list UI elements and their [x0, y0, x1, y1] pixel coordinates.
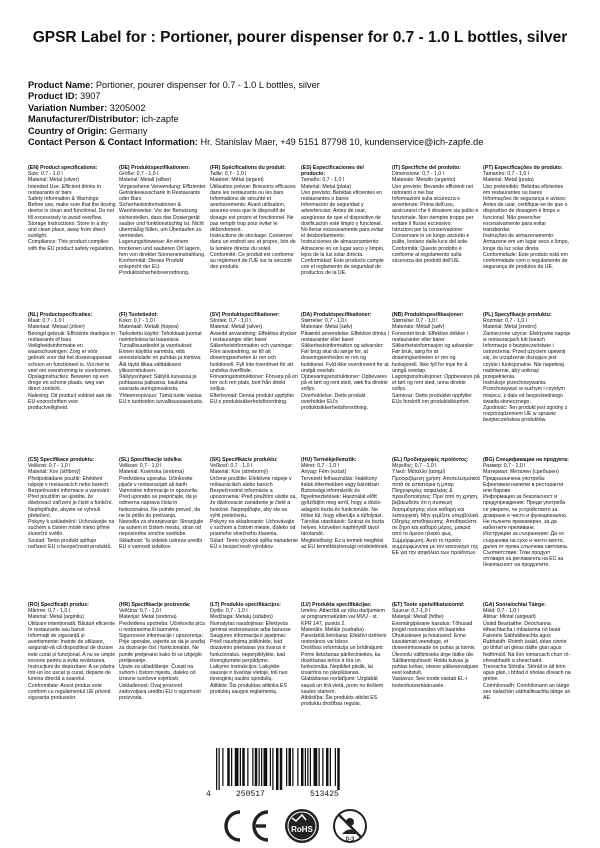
specification-line: Mărime: 0,7 - 1,0 l	[28, 608, 70, 615]
specification-line: Προοριζόμενη χρήση: Αποτελεσματικά ποτά σε εστιατόρια ή μπαρ	[392, 475, 480, 488]
specification-line: Tamaño: 0,7 - 1,0 l	[301, 177, 344, 184]
specification-line: Intended Use: Efficient drinks in restaurants or bars	[28, 183, 101, 196]
barcode-bar	[310, 748, 311, 786]
specification-line: Съответствие: Този продукт отговаря на регламента на ЕС за безопасност на продуктите.	[483, 550, 564, 569]
barcode-bar	[297, 748, 298, 786]
specification-heading: (EN) Product specifications:	[28, 165, 98, 171]
barcode-bar	[314, 748, 318, 786]
specification-line: Ábhar: Miotal (airgead)	[483, 614, 536, 621]
barcode-bar	[272, 748, 273, 790]
compliance-logos	[0, 806, 600, 846]
barcode-bar	[264, 748, 268, 786]
specification-block	[28, 457, 116, 597]
barcode-bar	[330, 748, 331, 786]
specification-line: Úsáid Beartaithe: Deochanna éifeachtacha i mbialanna nó beáir	[483, 620, 561, 633]
barcode-bar	[216, 748, 217, 790]
age-label: 0-3	[345, 837, 355, 843]
specification-line: Drošības informācija un brīdinājumi: Pirms lietošanas pārliecinieties, ka dozēšanas ierīce ir tīra un funkcionāla. Nepildiet pārāk, lai izvairītos no pārplūšanas.	[301, 645, 384, 677]
specification-line: Předpokládané použití: Efektivní nápoje v restauracích nebo barech	[28, 475, 108, 488]
specification-line: Méid: 0,7 - 1,0 l	[483, 608, 519, 615]
specification-line: Lagerungshinweise: An einem trockenen und sauberen Ort lagern, fern von direkter Sonneneinstrahlung.	[119, 239, 206, 258]
barcode-bar	[231, 748, 232, 786]
barcode-bar	[219, 748, 220, 790]
specification-line: Treoracha Stórála: Stóráil in áit tirim agus glan, i bhfad ó sholas díreach na gréine.	[483, 664, 571, 683]
specification-block	[119, 457, 207, 597]
barcode-bar	[270, 748, 271, 786]
specification-line: Informações de segurança e avisos: Antes de usar, certifique-se de que o dispositivo de dosagem é limpo e funcional. Não preencher excessivamente para evitar transbordar.	[483, 196, 568, 234]
ce-mark-icon	[226, 812, 268, 840]
specification-line: Sigurnosne informacije i upozorenja: Prije uporabe, uvjerite se da je uređaj za doziranje čist i funkcionalan. Ne punite pretjerano kako bi se izbjeglo prelijevanje.	[119, 633, 205, 664]
specification-line: Navodila za shranjevanje: Shranjujte na suhem in čistem mestu, stran od neposredne sončne svetlobe.	[119, 519, 204, 538]
specification-block	[392, 457, 480, 597]
barcode-group-1: 250517	[236, 790, 265, 799]
specification-heading: (EL) Προδιαγραφές προϊόντος:	[392, 457, 469, 463]
barcode-bar	[252, 748, 253, 786]
specification-heading: (GA) Sonraíochtaí Táirge:	[483, 602, 546, 608]
specification-line: Compliance: This product complies with the EU product safety regulation.	[28, 239, 115, 252]
info-manufacturer: Manufacturer/Distributor: ich-zapfe	[28, 114, 179, 125]
specification-line: Informazioni sulla sicurezza e avvertenze: Prima dell'uso, assicurarsi che il dosatore sia pulito e funzionale. Non riempire troppo per evitare il flusso eccessivo.	[392, 196, 479, 227]
specification-heading: (SK) Špecifikácie produktu:	[210, 457, 278, 463]
specification-line: Predviđena upotreba: Učinkovita pića u restoranima ili barovima	[119, 620, 205, 633]
specification-block	[210, 457, 298, 597]
specification-line: Storage Instructions: Store in a dry and clean place, away from direct sunlight.	[28, 220, 108, 240]
barcode-bar	[247, 748, 248, 786]
specification-heading: (DA) Produktspecifikationer:	[301, 312, 372, 318]
specification-line: Conformité: Ce produit est conforme au règlement de l'UE sur la sécurité des produits.	[210, 251, 294, 271]
specification-line: Material: Metal (plata)	[301, 183, 352, 190]
specification-row	[28, 457, 572, 597]
specification-line: Megfelelőség: Ez a termék megfelel az EU termékbiztonsági rendeletének.	[301, 537, 389, 550]
barcode-bar	[326, 748, 329, 786]
specification-line: Opslaginstructies: Bewaren op een droge en schone plaats, weg van direct zonlicht.	[28, 374, 109, 393]
specification-line: Sikkerhetsinformasjon og advarsler: Før bruk, sørg for at doseringsenheten er ren og funksjonell. Ikke fyll for mye for å unngå overløp.	[392, 343, 475, 374]
age-warning-icon	[334, 810, 366, 843]
specification-line: Säkerhetsinformation och varningar: Före användning, se till att doseringsenheten är ren och funktionell. Fyll inte överdrivet för att undvika överflöde.	[210, 343, 294, 374]
specification-heading: (NB) Produktspesifikasjoner:	[392, 312, 464, 318]
specification-line: Tarkoitettu käyttö: Tehokkaat juomat ravintoloissa tai baareissa	[119, 330, 202, 343]
barcode-bar	[289, 748, 292, 786]
specification-line: Suurus: 0,7-1,0 l	[392, 608, 431, 615]
specification-block	[483, 602, 571, 742]
barcode-bar	[305, 748, 306, 786]
specification-line: Materiál: Kov (strieborný)	[210, 469, 268, 476]
specification-line: Velikost: 0,7 - 1,0 l	[28, 463, 71, 470]
specification-line: Usklađenost: Ovaj proizvod zadovoljava uredbu EU o sigurnosti proizvoda.	[119, 682, 201, 702]
specification-block	[483, 312, 571, 452]
specification-line: Förvaringsinstruktioner: Förvara på en torr och ren plats, bort från direkt solljus.	[210, 374, 298, 393]
specification-line: Größe: 0,7 - 1,0 l	[119, 171, 159, 178]
rohs-badge-icon	[285, 809, 319, 843]
specification-line: Veľkosť: 0,7 - 1,0 l	[210, 463, 253, 470]
specification-line: Určené použitie: Efektívne nápoje v reštauráciách alebo baroch	[210, 475, 292, 488]
specification-block	[392, 312, 480, 452]
barcode-bar	[286, 748, 287, 786]
specification-line: Turvallisuustiedot ja varoitukset: Ennen käyttöä varmista, että annostelulaite on puhdas ja toimiva. Älä täytä liikaa välttääksesi ylikuormituksen.	[119, 343, 202, 374]
specification-block	[483, 457, 571, 597]
specification-line: Instruções de armazenamento: Armazene em um lugar seco e limpo, longe da luz solar direta.	[483, 233, 569, 252]
specification-heading: (PL) Specyfikacje produktu:	[483, 312, 552, 318]
specification-line: Materiale: Metallo (argento)	[392, 177, 456, 184]
specification-line: Varnostne informacije in opozorila: Pred uporabo se prepričajte, da je odmerna naprava čista in funkcionalna. Ne polnite preveč, da ne bi prišlo do prelivanja.	[119, 488, 201, 519]
specification-line: Material: Metal (argintiu)	[28, 614, 84, 621]
specification-line: Pokyny na skladovanie: Uchovávajte v suchom a čistom mieste, ďaleko od priameho slnečného žiarenia.	[210, 519, 296, 538]
product-info	[28, 80, 580, 148]
specification-block	[301, 602, 389, 742]
rohs-label: RoHS	[291, 825, 313, 834]
specification-line: Konformität: Dieses Produkt entspricht der EU-Produktsicherheitsverordnung.	[119, 258, 190, 277]
specification-line: Conformitate: Acest produs este conform cu regulamentul UE privind siguranța produselor.	[28, 682, 111, 702]
specification-line: Bezpečnostní informace a varování: Před použitím se ujistěte, že dávkovací zařízení je čisté a funkční. Nepřeplňujte, abyste se vyhnuli přetečení.	[28, 488, 113, 519]
barcode-bar	[337, 748, 340, 790]
specification-line: Sikkerhedsinformation og advarsler: Før brug skal du sørge for, at doseringsenheden er ren og funktionel. Fyld ikke overdrevent for at undgå overløb.	[301, 343, 389, 374]
barcode-numbers	[206, 790, 376, 800]
specification-line: Conformidade: Este produto está em conformidade com o regulamento de segurança de produtos da UE.	[483, 251, 568, 271]
specification-line: Vastavus: See toode vastab EL-i tooteohutusmäärusele.	[392, 676, 467, 689]
specification-line: Medžiaga: Metalų (sidabro)	[210, 614, 273, 621]
specification-line: Izmērs: Attiecībā uz rūku darījumiem ar programmatūrām vai MVU - st. KPR 147, punkts 2.	[301, 608, 385, 627]
specification-heading: (NL) Productspecificaties:	[28, 312, 93, 318]
specification-line: Uso previsto: Bevande efficienti nei ristoranti o nei bar	[392, 183, 473, 196]
specification-line: Upute za skladištenje: Čuvati na suhom i čistom mjestu, daleko od izravne sunčeve svjetlosti.	[119, 664, 196, 683]
specification-line: Sicherheitsinformationen & Warnhinweise: Vor der Benutzung sicherstellen, dass das Dosiergerät sauber und funktionstüchtig ist. Nicht übermäßig füllen, um Überlaufen zu vermeiden.	[119, 202, 204, 240]
specification-line: Størrelse: 0,7 - 1,0 l	[301, 318, 347, 325]
specification-line: Material: Metal (silver)	[28, 177, 80, 184]
specification-line: Instructions de stockage: Conserver dans un endroit sec et propre, loin de la lumière directe du soleil.	[210, 233, 296, 252]
specification-line: Materiāls: Metāls (sudraba)	[301, 626, 364, 633]
specification-line: Υλικό: Μέταλλο (ασημί)	[392, 469, 446, 476]
specification-line: Taille: 0,7 - 1,0 l	[210, 171, 247, 178]
specification-block	[119, 165, 207, 305]
specification-block	[301, 165, 389, 305]
info-variation-number: Variation Number: 3205002	[28, 102, 146, 113]
specification-heading: (SL) Specifikacije izdelka:	[119, 457, 183, 463]
barcode-bar	[292, 748, 293, 786]
barcode-bar	[301, 748, 304, 786]
specification-line: Material: Metall (silver)	[210, 324, 263, 331]
specification-line: Forventet bruk: Effektive drikker i restauranter eller barer	[392, 330, 468, 343]
specification-line: Informații de siguranță și avertismente: Înainte de utilizare, asigurați-vă că dispozitivul de dozare este curat și funcțional. A nu se umple excesiv pentru a evita revărsarea.	[28, 633, 116, 664]
barcode	[206, 748, 376, 790]
specification-heading: (LV) Produkta specifikācijas:	[301, 602, 372, 608]
specification-line: Naleving: Dit product voldoet aan de EU-voorschriften voor productveiligheid.	[28, 392, 112, 412]
specification-row	[28, 602, 572, 742]
specification-line: Uso pretendido: Bebidas eficientes em restaurantes ou bares	[483, 183, 564, 196]
specification-line: Maat: 0,7 - 1,0 l	[28, 318, 65, 325]
specification-line: Materiál: Kov (stříbrný)	[28, 469, 81, 476]
specification-block	[483, 165, 571, 305]
specification-heading: (ET) Toote spetsifikatsioonid:	[392, 602, 465, 608]
barcode-bar	[255, 748, 258, 786]
barcode-first-digit: 4	[206, 790, 211, 799]
info-product-id: Product ID: 3907	[28, 91, 101, 102]
specification-line: Bezpečnostné informácie a upozornenia: Pred použitím uistite sa, že dávkovacie zariadenie je čisté a funkčné. Neprepĺňajte, aby ste sa vyhli pretečeniu.	[210, 488, 297, 519]
specification-line: Συμμόρφωση: Αυτό το προϊόν συμμορφώνεται με τον κανονισμό της ΕΕ για την ασφάλεια των προϊόντων.	[392, 537, 479, 557]
specification-block	[28, 602, 116, 742]
specification-line: Utilizare intenționată: Băuturi eficiente în restaurante sau baruri	[28, 620, 116, 633]
specification-line: Materiaal: Metaal (zilver)	[28, 324, 85, 331]
specification-line: Materiale: Metal (sølv)	[301, 324, 353, 331]
specification-row	[28, 312, 572, 452]
specification-line: Säilytysohjeet: Säilytä kuivassa ja puhtaassa paikassa, kaukana suorasta auringonvalosta.	[119, 374, 197, 393]
barcode-bar	[335, 748, 336, 786]
specification-block	[28, 165, 116, 305]
specification-line: Paredzētā lietošana: Efektīvi dzērieni restorānos vai bāros	[301, 633, 387, 646]
specification-line: Инструкции за съхранение: Да се съхранява на сухо и чисто място, далеч от пряка слънчева светлина.	[483, 531, 569, 550]
specification-line: Uso previsto: Bebidas eficientes en restaurantes o bares	[301, 189, 383, 203]
specification-line: Dydis: 0,7 - 1,0 l	[210, 608, 248, 615]
specification-line: Предназначена употреба: Ефективни напитки в ресторанти или барове	[483, 475, 564, 495]
specification-line: Storlek: 0,7 - 1,0 l	[210, 318, 251, 325]
specification-line: Efterlevnad: Denna produkt uppfyller EU:s produktsäkerhetsförordning.	[210, 392, 295, 405]
barcode-bar	[227, 748, 230, 786]
specification-heading: (HU) Termékjellemzők:	[301, 457, 357, 463]
specification-line: Safety Information & Warnings: Before use, make sure that the dosing device is clean and functional. Do not fill excessively to avoid overflow.	[28, 196, 116, 221]
specification-line: Atbilstība: Šis produkts atbilst ES produktu drošības regulai.	[301, 695, 378, 708]
specification-line: Veiligheidsinformatie en waarschuwingen: Zorg er vóór gebruik voor dat het doseerapparaat schoon en functioneel is. Vul niet te veel om overstroming te voorkomen.	[28, 343, 112, 374]
barcode-bar	[259, 748, 260, 786]
specification-line: Pokyny k uskladnění: Uchovávejte na suchém a čistém místě mimo přímé sluneční světlo.	[28, 519, 115, 538]
barcode-bar	[276, 748, 279, 790]
specification-heading: (SV) Produktspecifikationer:	[210, 312, 280, 318]
specification-line: Tamanho: 0,7 - 1,0 l	[483, 171, 529, 178]
specification-line: Zamierzone użycie: Efektywne napoje w restauracjach lub barach	[483, 330, 571, 343]
specification-heading: (RO) Specificații produs:	[28, 602, 89, 608]
specification-line: Samsvar: Dette produktet oppfyller EUs forskrift om produktsikkerhet.	[392, 392, 472, 405]
specification-line: Tervezett felhasználás: Hatékony italok éttermekben vagy bárokban	[301, 475, 379, 488]
barcode-bar	[242, 748, 245, 786]
specification-line: Lagringsinstruksjoner: Oppbevares på et tørt og rent sted, unna direkte sollys.	[392, 374, 480, 393]
specification-heading: (FI) Tuotetiedot:	[119, 312, 159, 318]
specification-line: Instrukcje przechowywania: Przechowywać w suchym i czystym miejscu, z dala od bezpośredniego światła słonecznego.	[483, 380, 565, 405]
barcode-bar	[235, 748, 239, 786]
specification-heading: (ES) Especificaciones del producto:	[301, 165, 364, 178]
specification-line: Skladnost: Ta izdelek ustreza uredbi EU o varnosti izdelkov.	[119, 537, 202, 550]
specification-line: Conformità: Questo prodotto è conforme al regolamento sulla sicurezza dei prodotti dell'UE.	[392, 245, 462, 265]
specification-line: Avsedd användning: Effektiva drycker i restauranger eller barer	[210, 330, 297, 343]
specification-line: Predvidena uporaba: Učinkovite pijače v restavracijah ali barih	[119, 475, 193, 488]
specification-line: Материал: Метален (сребърен)	[483, 469, 559, 476]
specification-line: Laikymo instrukcijos: Laikykite sausoje ir švarioje vietoje, toli nuo tiesioginių saulės spindulių.	[210, 664, 288, 683]
specification-line: Conformidad: Este producto cumple con el reglamento de seguridad de productos de la UE.	[301, 258, 384, 277]
specification-line: Utilisation prévue: Boissons efficaces dans les restaurants ou les bars	[210, 183, 296, 196]
specification-line: Comhlíonadh: Comhlíonann an táirge seo rialachán sábháilteachta táirge an AE.	[483, 682, 571, 702]
info-country-of-origin: Country of Origin: Germany	[28, 125, 148, 136]
barcode-bar	[261, 748, 262, 786]
info-contact: Contact Person & Contact Information: Hr. Stanislav Maer, +49 5151 87798 10, kundenservice@ich-zapfe.de	[28, 137, 484, 148]
specification-line: Veličina: 0,7 - 1,0 l	[119, 608, 162, 615]
specification-line: Koko: 0,7 - 1,0 l	[119, 318, 156, 325]
info-product-name: Product Name: Portioner, pourer dispenser for 0.7 - 1.0 L bottles, silver	[28, 80, 320, 90]
specification-heading: (FR) Spécifications du produit:	[210, 165, 286, 171]
specification-line: Glabāšanas norādījumi: Uzglabāt sausā un tīrā vietā, prom no tiešiem saules stariem.	[301, 676, 384, 695]
specification-line: Opbevaringsinstruktioner: Opbevares på et tørt og rent sted, væk fra direkte sollys.	[301, 374, 388, 393]
barcode-bar	[322, 748, 323, 786]
specification-line: Biztonsági információk és figyelmeztetések: Használat előtt győződjön meg arról, hogy a dózis-adagoló tiszta és funkcionális. Ne töltse túl, hogy elkerülje a túlfolyást.	[301, 488, 383, 519]
specification-block	[210, 312, 298, 452]
specification-line: Materiale: Metall (sølv)	[392, 324, 445, 331]
specification-row	[28, 165, 572, 305]
barcode-bar	[280, 748, 283, 790]
specification-line: Informacje o bezpieczeństwie i ostrzeżenia: Przed użyciem upewnij się, że urządzenie dozujące jest czyste i funkcjonalne. Nie napełniaj nadmiernie, aby uniknąć przepełnienia.	[483, 343, 566, 381]
specification-block	[28, 312, 116, 452]
specification-line: Instrucțiuni de depozitare: A se păstra într-un loc uscat și curat, departe de lumina directă a soarelui.	[28, 664, 115, 683]
barcode-bar	[240, 748, 241, 786]
specification-line: Saugumo informacija ir įspėjimai: Prieš naudojimą įsitikinkite, kad dozavimo prietaisas yra švarus ir funkcionalus. neperpildykite, kad išvengtumėte perpildymo.	[210, 633, 287, 664]
barcode-bar	[319, 748, 320, 786]
specification-line: Anyag: Fém (ezüst)	[301, 469, 347, 476]
specification-line: Informations de sécurité et avertissements: Avant utilisation, assurez-vous que le dispositif de dosage est propre et fonctionnel. Ne pas remplir trop pour éviter le débordement.	[210, 196, 294, 234]
specification-line: Dimensione: 0,7 - 1,0 l	[392, 171, 444, 178]
specification-line: Ohutusteave ja hoiatused: Enne kasutamist veenduge, et doseerimisseade on puhas ja toimiv. Ülevoolu vältimiseks ärge täitke üle.	[392, 633, 476, 658]
specification-line: Materiał: Metal (srebro)	[483, 324, 537, 331]
barcode-bars	[206, 748, 376, 790]
specification-line: Materijal: Metal (srebrna)	[119, 614, 177, 621]
specification-line: Size: 0.7 - 1.0 l	[28, 171, 63, 178]
specification-line: Overholdelse: Dette produkt overholder EU's produktsikkerhedsforordning.	[301, 392, 368, 412]
specification-line: Størrelse: 0,7 - 1,0 l	[392, 318, 438, 325]
specification-block	[210, 602, 298, 742]
specification-heading: (HR) Specifikacije proizvoda:	[119, 602, 191, 608]
specification-line: Información de seguridad y advertencias: Antes de usar, asegúrese de que el dispositivo de dosificación esté limpio y funcional. No llenar excesivamente para evitar el desbordamiento.	[301, 202, 384, 240]
specification-line: Materjal: Metall (hõbe)	[392, 614, 444, 621]
specification-line: Velikost: 0,7 - 1,0 l	[119, 463, 162, 470]
specification-heading: (CS) Specifikace produktu:	[28, 457, 95, 463]
specification-line: Πληροφορίες ασφαλείας & προειδοποιήσεις: Πριν από τη χρήση, βεβαιωθείτε ότι η συσκευή δοσομέτρησης είναι καθαρή και λειτουργική. Μην γεμίζετε υπερβολικά.	[392, 488, 480, 519]
specification-heading: (IT) Specifiche del prodotto:	[392, 165, 461, 171]
specification-block	[392, 165, 480, 305]
barcode-bar	[222, 748, 223, 786]
specification-block	[210, 165, 298, 305]
specification-line: Μέγεθος: 0,7 - 1,0 l	[392, 463, 437, 470]
specification-line: Eesmärgipärane kasutus: Tõhusad joogid restoranides või baarides	[392, 620, 473, 633]
specification-block	[119, 602, 207, 742]
specification-line: Οδηγίες αποθήκευσης: Αποθηκεύστε σε ξηρό και καθαρό μέρος, μακριά από το άμεσο ηλιακό φως.	[392, 519, 477, 538]
specification-block	[301, 457, 389, 597]
specification-line: Rozmiar: 0,7 - 1,0 l	[483, 318, 527, 325]
barcode-bar	[307, 748, 308, 786]
specification-line: Vorgesehene Verwendung: Effizienter Getränkeausschank in Restaurants oder Bars	[119, 183, 206, 203]
barcode-group-2: 513425	[310, 790, 339, 799]
specification-block	[392, 602, 480, 742]
specification-line: Instrucciones de almacenamiento: Almacene en un lugar seco y limpio, lejos de la luz solar directa.	[301, 239, 385, 258]
specification-line: Soulad: Tento produkt splňuje nařízení EU o bezpečnosti produktů.	[28, 537, 112, 550]
specification-line: Material: Metall (silber)	[119, 177, 172, 184]
specification-line: Numatytas naudojimas: Efektyvūs gėrimai restoranuose arba baruose	[210, 620, 291, 633]
specification-line: Säilitamisjuhised: Hoida kuivas ja puhtas kohas, otsese päikesevalguse eest kaitstult.	[392, 657, 479, 677]
specification-heading: (PT) Especificações do produto:	[483, 165, 563, 171]
specification-line: Yhteensopivuus: Tämä tuote vastaa EU:n tuotteiden turvallisuusasetusta.	[119, 392, 204, 405]
specification-block	[119, 312, 207, 452]
specification-line: Méret: 0,7 - 1,0 l	[301, 463, 339, 470]
specification-line: Súlad: Tento výrobok spĺňa nariadenie EÚ o bezpečnosti výrobkov.	[210, 537, 298, 550]
specification-line: Påtænkt anvendelse: Effektive drinks i restauranter eller barer	[301, 330, 389, 343]
specification-line: Информация за безопасност и предупреждения: Преди употреба се уверете, че устройството за дозиране е чисто и функционално. Не пълнете прекомерно, за да избегнете преливане.	[483, 494, 568, 532]
specification-line: Tárolási utasítások: Száraz és tiszta helyen, közvetlen napfénytől távol tárolandó.	[301, 519, 385, 538]
specification-line: Materiaali: Metalli (hopea)	[119, 324, 179, 331]
specification-line: Istruzioni per la conservazione: Conservare in un luogo asciutto e pulito, lontano dalla luce del sole.	[392, 227, 470, 246]
specification-line: Beoogd gebruik: Efficiënte drankjes in restaurants of bars	[28, 330, 115, 343]
specification-block	[301, 312, 389, 452]
specification-line: Zgodność: Ten produkt jest zgodny z rozporządzeniem UE w sprawie bezpieczeństwa produktów.	[483, 405, 568, 424]
page-title: GPSR Label for : Portioner, pourer dispenser for 0.7 - 1.0 L bottles, silver	[32, 29, 568, 46]
specification-line: Matériel: Métal (argent)	[210, 177, 264, 184]
specification-heading: (DE) Produktspezifikationen:	[119, 165, 190, 171]
specification-line: Faisnéis Sábháilteachta agus Rabhaidh: Roimh úsáid, déan cinnte go bhfuil an gléas dáilte glan agus feidhmiúil. Ná líon iomarcach chun ró-shreabhadh a sheachaint.	[483, 633, 571, 664]
specification-heading: (LT) Produkto specifikacijos:	[210, 602, 281, 608]
specification-line: Material: Kovinska (srebrna)	[119, 469, 184, 476]
specification-heading: (BG) Спецификации на продукта:	[483, 457, 569, 463]
specification-line: Atitiktis: Šis produktas atitinka ES produktų saugos reglamentą.	[210, 682, 287, 695]
specification-line: Material: Metal (prata)	[483, 177, 534, 184]
specification-line: Размер: 0,7 - 1,0 l	[483, 463, 526, 470]
